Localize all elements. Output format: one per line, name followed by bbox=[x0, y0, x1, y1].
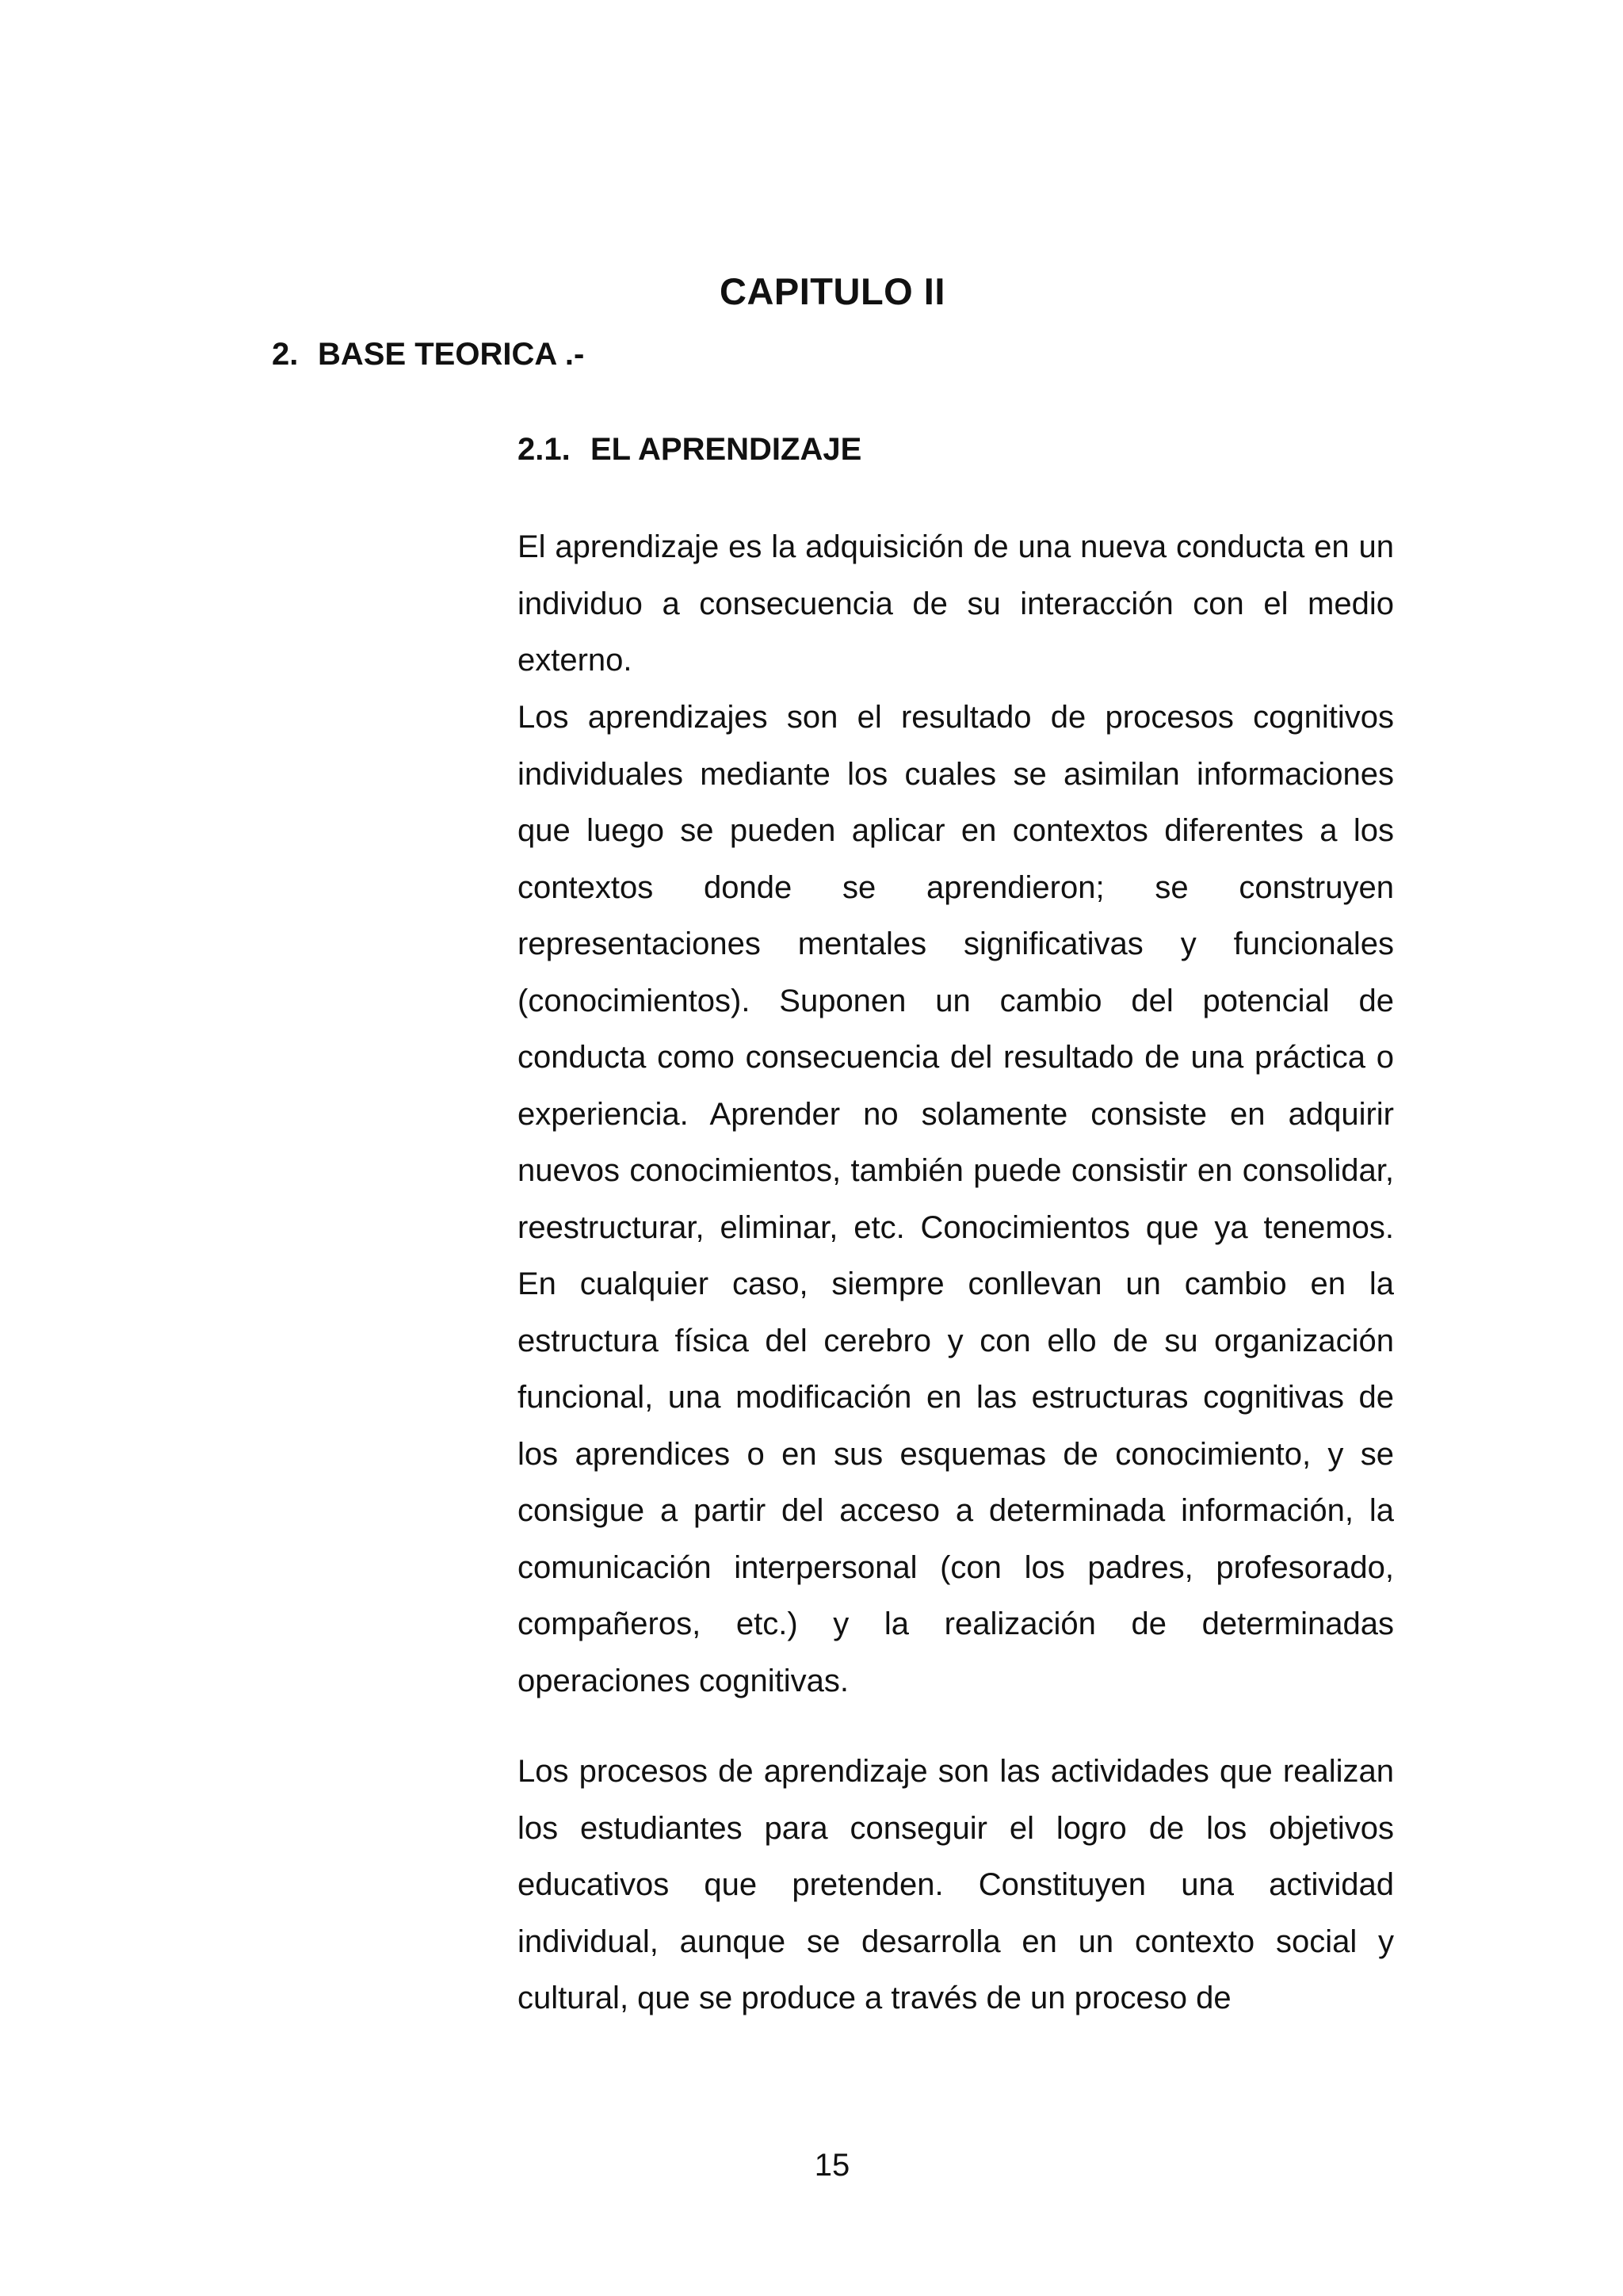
subsection-title: EL APRENDIZAJE bbox=[590, 432, 862, 467]
subsection-number: 2.1. bbox=[517, 432, 571, 467]
section-title: BASE TEORICA .- bbox=[318, 337, 585, 372]
paragraph-learning-processes-activities: Los procesos de aprendizaje son las actividades que realizan los estudiantes para conseguir el logro de los objetivos educativos que pretenden. Constituyen una actividad individual, aunque se desarrolla en un contexto social y cultural, que se produce a través de un proceso de bbox=[517, 1754, 1394, 2015]
page-number: 15 bbox=[814, 2148, 850, 2183]
section-heading bbox=[272, 337, 584, 372]
paragraph-definition: El aprendizaje es la adquisición de una nueva conducta en un individuo a consecuencia de su interacción con el medio externo. bbox=[517, 529, 1394, 678]
paragraph-learning-processes-cognitive: Los aprendizajes son el resultado de procesos cognitivos individuales mediante los cuales se asimilan informaciones que luego se pueden aplicar en contextos diferentes a los contextos donde se aprendieron; se construyen representaciones mentales significativas y funcionales (conocimientos). Suponen un cambio del potencial de conducta como consecuencia del resultado de una práctica o experiencia. Aprender no solamente consiste en adquirir nuevos conocimientos, también puede consistir en consolidar, reestructurar, eliminar, etc. Conocimientos que ya tenemos. En cualquier caso, siempre conllevan un cambio en la estructura física del cerebro y con ello de su organización funcional, una modificación en las estructuras cognitivas de los aprendices o en sus esquemas de conocimiento, y se consigue a partir del acceso a determinada información, la comunicación interpersonal (con los padres, profesorado, compañeros, etc.) y la realización de determinadas operaciones cognitivas. bbox=[517, 700, 1394, 1698]
section-number: 2. bbox=[272, 337, 299, 372]
chapter-title: CAPITULO II bbox=[720, 270, 945, 312]
subsection-heading bbox=[517, 432, 861, 468]
